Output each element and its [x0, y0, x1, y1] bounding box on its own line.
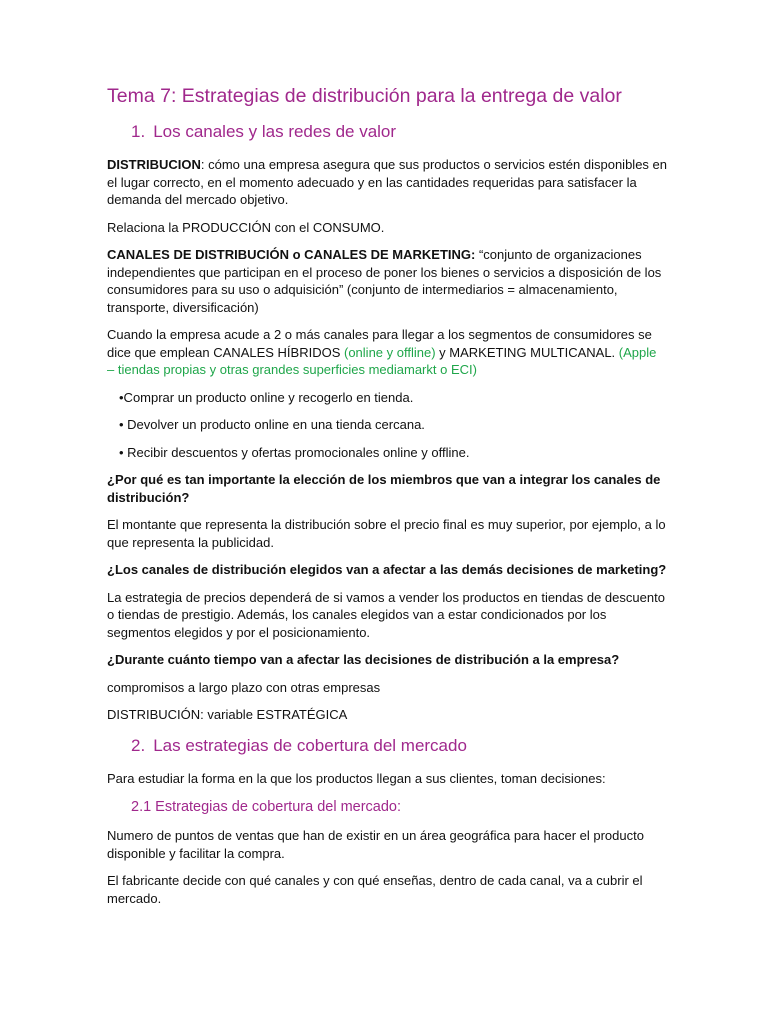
answer-3: compromisos a largo plazo con otras empresas	[107, 679, 381, 695]
document-body	[107, 82, 667, 917]
section-1-heading	[131, 120, 667, 144]
distribucion-definition	[107, 156, 667, 209]
question-2: ¿Los canales de distribución elegidos van a afectar a las demás decisiones de marketing?	[107, 562, 667, 577]
list-item: • Devolver un producto online en una tienda cercana.	[119, 417, 425, 432]
section-2-heading	[131, 734, 667, 758]
distribucion-term: DISTRIBUCION	[107, 157, 201, 172]
section-2-intro: Para estudiar la forma en la que los productos llegan a sus clientes, toman decisiones:	[107, 770, 606, 786]
canales-text: “conjunto de organizaciones independientes que participan en el proceso de poner los bienes o servicios a disposición de los consumidores para su uso o adquisición” (conjunto de intermediarios = almacenamiento, transporte, diversificación)	[107, 247, 662, 315]
hibridos-green2: (Apple – tiendas propias y otras grandes superficies mediamarkt o ECI)	[107, 344, 657, 377]
distribucion-text: : cómo una empresa asegura que sus productos o servicios estén disponibles en el lugar correcto, en el momento adecuado y en las cantidades requeridas para satisfacer la demanda del mercado objetivo.	[107, 157, 667, 207]
subsection-2-1-para-1: Numero de puntos de ventas que han de existir en un área geográfica para hacer el producto disponible y facilitar la compra.	[107, 828, 644, 861]
list-item: • Recibir descuentos y ofertas promocionales online y offline.	[119, 444, 470, 460]
canales-definition	[107, 246, 667, 316]
subsection-2-1-para-2: El fabricante decide con qué canales y con qué enseñas, dentro de cada canal, va a cubrir el mercado.	[107, 873, 643, 906]
page-title: Tema 7: Estrategias de distribución para la entrega de valor	[107, 85, 622, 107]
question-3: ¿Durante cuánto tiempo van a afectar las decisiones de distribución a la empresa?	[107, 652, 620, 667]
answer-3b: DISTRIBUCIÓN: variable ESTRATÉGICA	[107, 707, 348, 722]
section-1-title: Los canales y las redes de valor	[153, 122, 397, 141]
section-2-number: 2.	[131, 735, 146, 755]
hibridos-green1: (online y offline)	[344, 344, 436, 360]
list-item: •Comprar un producto online y recogerlo en tienda.	[119, 389, 414, 405]
hibridos-part2: y MARKETING MULTICANAL.	[435, 344, 619, 360]
answer-1: El montante que representa la distribución sobre el precio final es muy superior, por ejemplo, a lo que representa la publicidad.	[107, 517, 666, 550]
question-1: ¿Por qué es tan importante la elección de los miembros que van a integrar los canales de distribución?	[107, 472, 661, 505]
hibridos-part1: Cuando la empresa acude a 2 o más canales para llegar a los segmentos de consumidores se dice que emplean CANALES HÍBRIDOS	[107, 327, 652, 360]
hibridos-paragraph	[107, 326, 667, 379]
section-2-title: Las estrategias de cobertura del mercado	[153, 735, 467, 755]
relaciona-text: Relaciona la PRODUCCIÓN con el CONSUMO.	[107, 219, 385, 235]
subsection-2-1-heading: 2.1 Estrategias de cobertura del mercado:	[131, 799, 402, 815]
section-1-number: 1.	[131, 122, 146, 141]
canales-term: CANALES DE DISTRIBUCIÓN o CANALES DE MARKETING:	[107, 247, 476, 262]
answer-2: La estrategia de precios dependerá de si vamos a vender los productos en tiendas de descuento o tiendas de prestigio. Además, los canales elegidos van a estar condicionados por los segmentos elegidos y por el posicionamiento.	[107, 589, 665, 640]
